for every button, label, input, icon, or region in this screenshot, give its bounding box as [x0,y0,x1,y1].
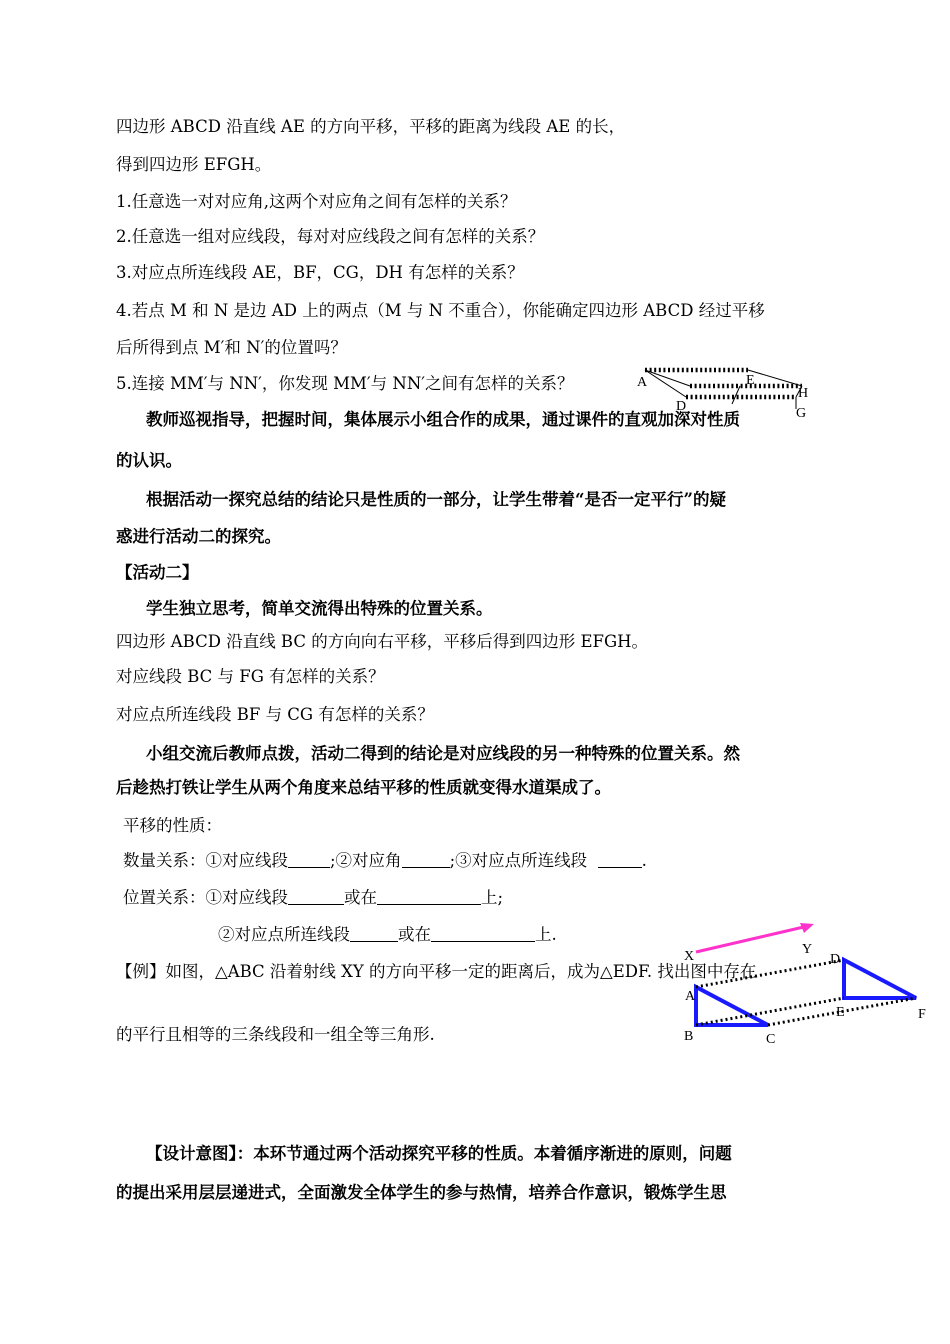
property-text: ②对应点所连线段 [218,925,350,944]
example-text-cont: 的平行且相等的三条线段和一组全等三角形. [116,1025,435,1044]
fill-blank [288,852,330,868]
label-d: D [830,952,841,967]
question-4-cont: 后所得到点 M′和 N′的位置吗？ [116,338,347,357]
label-c: C [766,1032,776,1047]
fill-blank [402,852,450,868]
property-text: 或在 [344,888,377,907]
summary-note-cont: 惑进行活动二的探究。 [116,527,281,546]
group-note: 小组交流后教师点拨，活动二得到的结论是对应线段的另一种特殊的位置关系。然 [146,744,740,763]
text-line: 对应点所连线段 BF 与 CG 有怎样的关系？ [116,705,434,724]
fill-blank [598,852,642,868]
teacher-note-cont: 的认识。 [116,451,182,470]
triangle-figure [680,908,930,1048]
arrow-xy [696,923,814,952]
label-x: X [684,949,695,964]
text-line: 四边形 ABCD 沿直线 BC 的方向向右平移，平移后得到四边形 EFGH。 [116,632,649,651]
quantity-relation [123,851,647,871]
teacher-note: 教师巡视指导，把握时间，集体展示小组合作的成果，通过课件的直观加深对性质 [146,410,740,429]
dotted-links [696,960,916,1025]
question-1: 1.任意选一对对应角,这两个对应角之间有怎样的关系？ [116,192,517,211]
label-e: E [746,373,755,388]
position-relation-2 [218,925,557,945]
fill-blank [288,889,344,905]
property-text: 数量关系：①对应线段 [123,851,288,870]
property-text: 或在 [398,925,431,944]
fill-blank [377,889,481,905]
label-f: F [918,1007,926,1022]
text-line: 四边形 ABCD 沿直线 AE 的方向平移，平移的距离为线段 AE 的长， [116,117,626,136]
property-text: ;③对应点所连线段 [449,851,588,870]
label-b: B [684,1029,694,1044]
question-3: 3.对应点所连线段 AE，BF，CG，DH 有怎样的关系？ [116,263,524,282]
design-intent: 【设计意图】：本环节通过两个活动探究平移的性质。本着循序渐进的原则，问题 [146,1144,732,1163]
property-text: 上; [481,888,504,907]
fill-blank [431,926,535,942]
label-g: G [796,406,807,418]
property-text: . [641,851,647,870]
label-a: A [637,375,648,390]
group-note-cont: 后趁热打铁让学生从两个角度来总结平移的性质就变得水道渠成了。 [116,778,611,797]
property-text: 位置关系：①对应线段 [123,888,288,907]
label-d: D [676,399,687,414]
text-line: 得到四边形 EFGH。 [116,155,272,174]
property-text: 上. [535,925,557,944]
triangle-edf [844,960,916,998]
activity-2-heading: 【活动二】 [116,563,199,582]
fill-blank [350,926,398,942]
question-5: 5.连接 MM′与 NN′，你发现 MM′与 NN′之间有怎样的关系？ [116,374,574,393]
example-text: 【例】如图，△ABC 沿着射线 XY 的方向平移一定的距离后，成为△EDF. 找出图中存在 [116,962,757,981]
position-relation [123,888,503,908]
label-a: A [685,989,696,1004]
label-e: E [836,1005,845,1020]
question-4: 4.若点 M 和 N 是边 AD 上的两点（M 与 N 不重合），你能确定四边形 ABCD 经过平移 [116,301,765,320]
design-intent-cont: 的提出采用层层递进式，全面激发全体学生的参与热情，培养合作意识，锻炼学生思 [116,1183,727,1202]
student-note: 学生独立思考，简单交流得出特殊的位置关系。 [146,599,493,618]
property-title: 平移的性质： [123,816,222,835]
text-line: 对应线段 BC 与 FG 有怎样的关系？ [116,667,385,686]
question-2: 2.任意选一组对应线段，每对对应线段之间有怎样的关系？ [116,227,545,246]
property-text: ;②对应角 [330,851,402,870]
summary-note: 根据活动一探究总结的结论只是性质的一部分，让学生带着“是否一定平行”的疑 [146,490,726,509]
label-h: H [798,386,809,401]
label-y: Y [802,942,813,957]
